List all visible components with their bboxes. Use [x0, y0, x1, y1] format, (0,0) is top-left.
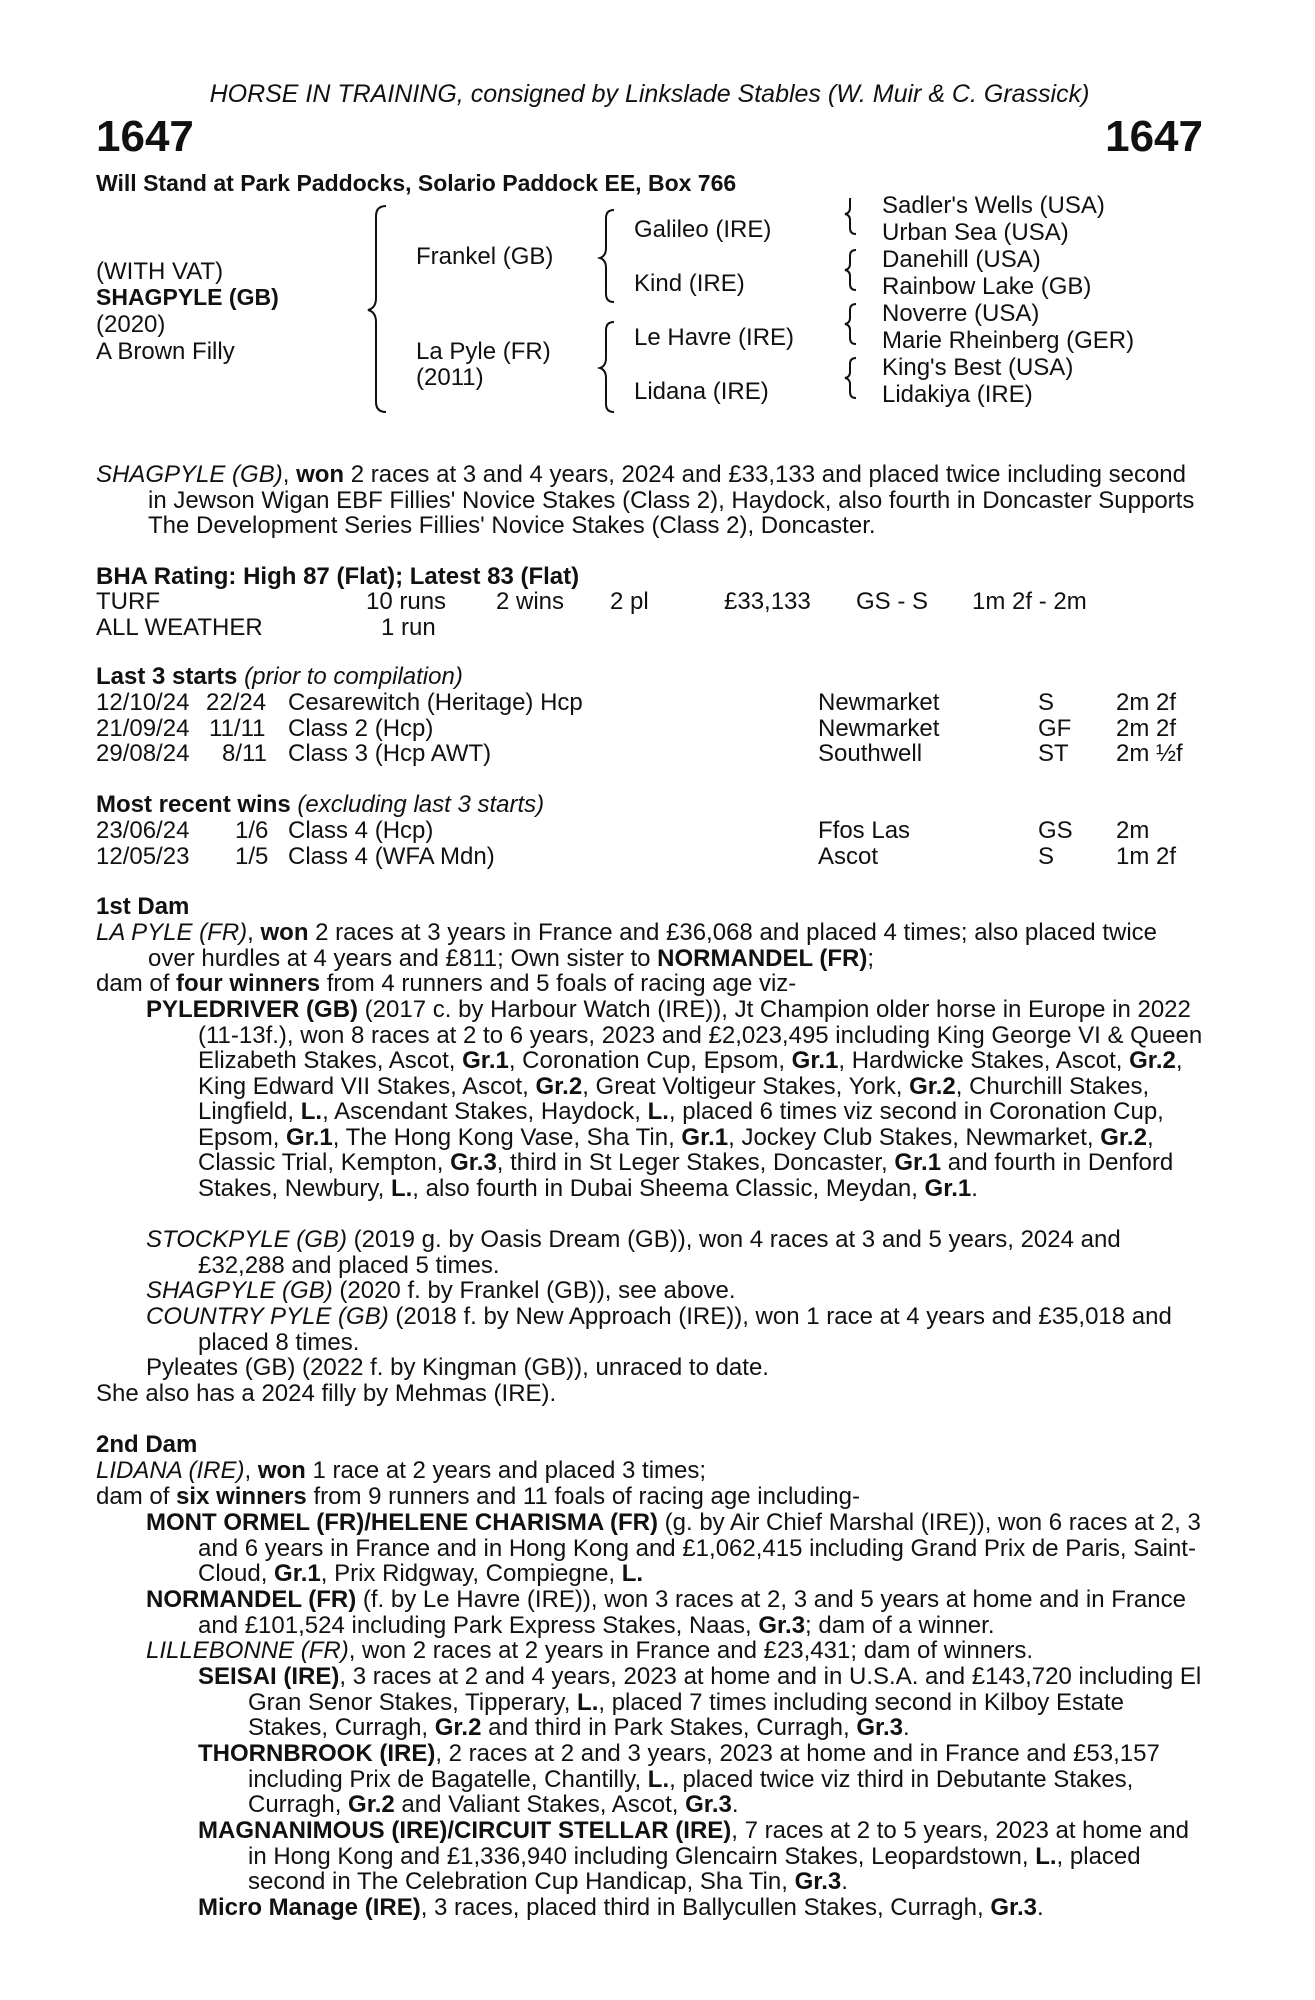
produce-name: NORMANDEL (FR)	[146, 1586, 357, 1613]
first-dam-produce-intro	[96, 971, 1203, 997]
start-distance: 2m 2f	[1116, 714, 1177, 742]
start-going: ST	[1038, 740, 1069, 767]
rating-prize-money: £33,133	[724, 588, 811, 615]
dam-dam: Lidana (IRE)	[634, 378, 769, 405]
win-row	[96, 818, 1203, 844]
produce-seisai: SEISAI (IRE), 3 races at 2 and 4 years, 2023 at home and in U.S.A. and £143,720 including El Gran Senor Stakes, Tipperary, L., placed 7 times including second in Kilboy Estate Stakes, Curragh, Gr.2 and third in Park Stakes, Curragh, Gr.3.	[198, 1663, 1202, 1741]
produce-name: THORNBROOK (IRE)	[198, 1740, 436, 1767]
recent-title: Most recent wins	[96, 791, 291, 818]
consignor-header: HORSE IN TRAINING, consigned by Linkslade Stables (W. Muir & C. Grassick)	[209, 80, 1090, 108]
start-race: Class 3 (Hcp AWT)	[288, 740, 492, 767]
produce-name: SEISAI (IRE)	[198, 1663, 340, 1690]
pedigree-table	[96, 192, 1203, 420]
rating-placed: 2 pl	[610, 588, 649, 615]
start-race: Class 2 (Hcp)	[288, 714, 434, 742]
lot-number-left: 1647	[96, 112, 194, 161]
start-going: GF	[1038, 714, 1072, 742]
last-starts-heading	[96, 664, 1203, 690]
produce-lillebonne: LILLEBONNE (FR), won 2 races at 2 years in France and £23,431; dam of winners.	[146, 1637, 1034, 1664]
rating-table	[96, 589, 1203, 640]
win-distance: 1m 2f	[1116, 842, 1177, 870]
start-position: 22/24	[206, 689, 267, 716]
dam-sire: Le Havre (IRE)	[634, 324, 795, 351]
produce-name: SHAGPYLE (GB)	[146, 1277, 333, 1304]
last3-title: Last 3 starts	[96, 663, 238, 690]
win-row	[96, 844, 1203, 870]
produce-country-pyle: COUNTRY PYLE (GB) (2018 f. by New Approach (IRE)), won 1 race at 4 years and £35,018 and placed 8 times.	[146, 1303, 1172, 1356]
start-row	[96, 690, 1203, 716]
win-course: Ascot	[818, 842, 879, 870]
produce-name: MONT ORMEL (FR)/HELENE CHARISMA (FR)	[146, 1509, 658, 1536]
sire-sire: Galileo (IRE)	[634, 216, 772, 243]
start-distance: 2m ½f	[1116, 740, 1183, 767]
recent-wins-heading	[96, 792, 1203, 818]
produce-name: MAGNANIMOUS (IRE)/CIRCUIT STELLAR (IRE)	[198, 1817, 732, 1844]
rating-row-turf	[96, 589, 1203, 615]
dam1-produce-text: from 4 runners and 5 foals of racing age viz-	[320, 970, 797, 997]
win-distance: 2m	[1116, 817, 1150, 844]
produce-pyleates: Pyleates (GB) (2022 f. by Kingman (GB)), unraced to date.	[146, 1354, 769, 1381]
start-distance: 2m 2f	[1116, 689, 1177, 716]
sire-dam: Kind (IRE)	[634, 270, 745, 297]
gg-3: Danehill (USA)	[882, 246, 1041, 273]
start-race: Cesarewitch (Heritage) Hcp	[288, 689, 583, 716]
bha-rating-heading	[96, 564, 1203, 590]
win-race: Class 4 (WFA Mdn)	[288, 842, 495, 870]
gg-8: Lidakiya (IRE)	[882, 381, 1033, 408]
start-course: Newmarket	[818, 689, 940, 716]
horse-name: SHAGPYLE (GB)	[96, 284, 279, 310]
start-date: 21/09/24	[96, 714, 190, 742]
dam2-winners: six winners	[176, 1483, 307, 1510]
horse-description: A Brown Filly	[96, 338, 235, 365]
second-dam-record: LIDANA (IRE), won 1 race at 2 years and placed 3 times;	[96, 1457, 707, 1484]
vat-note: (WITH VAT)	[96, 258, 224, 285]
start-course: Newmarket	[818, 714, 940, 742]
win-position: 1/6	[235, 817, 269, 844]
last-starts-table	[96, 690, 1203, 767]
produce-micro-manage: Micro Manage (IRE), 3 races, placed third in Ballycullen Stakes, Curragh, Gr.3.	[198, 1894, 1044, 1921]
rating-surface: ALL WEATHER	[96, 613, 263, 641]
dam1-winners: four winners	[176, 970, 321, 997]
start-date: 12/10/24	[96, 689, 190, 716]
first-dam-also: She also has a 2024 filly by Mehmas (IRE).	[96, 1380, 557, 1407]
produce-name: LILLEBONNE (FR)	[146, 1637, 349, 1664]
win-date: 23/06/24	[96, 817, 190, 844]
dam1-sister: NORMANDEL (FR)	[657, 944, 868, 972]
produce-name: PYLEDRIVER (GB)	[146, 996, 359, 1023]
win-position: 1/5	[235, 842, 269, 870]
dam1-text2: ;	[867, 944, 875, 972]
recent-note: (excluding last 3 starts)	[290, 791, 545, 818]
produce-name: STOCKPYLE (GB)	[146, 1226, 347, 1253]
last3-note: (prior to compilation)	[237, 663, 463, 690]
second-dam-produce-intro: dam of six winners from 9 runners and 11 foals of racing age including-	[96, 1483, 860, 1510]
produce-thornbrook: THORNBROOK (IRE), 2 races at 2 and 3 years, 2023 at home and in France and £53,157 including Prix de Bagatelle, Chantilly, L., placed twice viz third in Debutante Stakes, Curragh, Gr.2 and Valiant Stakes, Ascot, Gr.3.	[198, 1740, 1160, 1818]
win-course: Ffos Las	[818, 817, 911, 844]
dam2-name: LIDANA (IRE)	[96, 1457, 245, 1484]
dam2-text: 1 race at 2 years and placed 3 times;	[305, 1457, 707, 1484]
produce-shagpyle: SHAGPYLE (GB) (2020 f. by Frankel (GB)), see above.	[146, 1277, 736, 1304]
gg-6: Marie Rheinberg (GER)	[882, 327, 1135, 354]
win-date: 12/05/23	[96, 842, 190, 870]
start-row	[96, 741, 1203, 767]
produce-name: Micro Manage (IRE)	[198, 1894, 421, 1921]
gg-5: Noverre (USA)	[882, 300, 1040, 327]
produce-name: COUNTRY PYLE (GB)	[146, 1303, 389, 1330]
produce-magnanimous: MAGNANIMOUS (IRE)/CIRCUIT STELLAR (IRE), 7 races at 2 to 5 years, 2023 at home and in Hong Kong and £1,336,940 including Glencairn Stakes, Leopardstown, L., placed second in The Celebration Cup Handicap, Sha Tin, Gr.3.	[198, 1817, 1189, 1895]
dam: La Pyle (FR)	[416, 338, 551, 365]
produce-pyledriver: PYLEDRIVER (GB) (2017 c. by Harbour Watch (IRE)), Jt Champion older horse in Europe in 2022 (11-13f.), won 8 races at 2 to 6 years, 2023 and £2,023,495 including King George VI & Queen Elizabeth Stakes, Ascot, Gr.1, Coronation Cup, Epsom, Gr.1, Hardwicke Stakes, Ascot, Gr.2, King Edward VII Stakes, Ascot, Gr.2, Great Voltigeur Stakes, York, Gr.2, Churchill Stakes, Lingfield, L., Ascendant Stakes, Haydock, L., placed 6 times viz second in Coronation Cup, Epsom, Gr.1, The Hong Kong Vase, Sha Tin, Gr.1, Jockey Club Stakes, Newmarket, Gr.2, Classic Trial, Kempton, Gr.3, third in St Leger Stakes, Doncaster, Gr.1 and fourth in Denford Stakes, Newbury, L., also fourth in Dubai Sheema Classic, Meydan, Gr.1.	[146, 996, 1203, 1202]
dam2-won: won	[257, 1457, 306, 1484]
second-dam-heading	[96, 1432, 1203, 1458]
produce-normandel: NORMANDEL (FR) (f. by Le Havre (IRE)), won 3 races at 2, 3 and 5 years at home and in France and £101,524 including Park Express Stakes, Naas, Gr.3; dam of a winner.	[146, 1586, 1186, 1639]
race-summary: SHAGPYLE (GB), won 2 races at 3 and 4 years, 2024 and £33,133 and placed twice including second in Jewson Wigan EBF Fillies' Novice Stakes (Class 2), Haydock, also fourth in Doncaster Supports The Development Series Fillies' Novice Stakes (Class 2), Doncaster.	[96, 461, 1195, 539]
summary-text: 2 races at 3 and 4 years, 2024 and £33,133 and placed twice including second in Jewson Wigan EBF Fillies' Novice Stakes (Class 2), Haydock, also fourth in Doncaster Supports The Development Series Fillies' Novice Stakes (Class 2), Doncaster.	[148, 461, 1195, 539]
win-going: GS	[1038, 817, 1073, 844]
dam1-damof: dam of	[96, 970, 177, 997]
gg-7: King's Best (USA)	[882, 354, 1074, 381]
produce-stockpyle: STOCKPYLE (GB) (2019 g. by Oasis Dream (GB)), won 4 races at 3 and 5 years, 2024 and £32,288 and placed 5 times.	[146, 1226, 1121, 1279]
first-dam-record: LA PYLE (FR), won 2 races at 3 years in France and £36,068 and placed 4 times; also placed twice over hurdles at 4 years and £811; Own sister to NORMANDEL (FR);	[96, 919, 1157, 972]
recent-wins-table	[96, 818, 1203, 869]
sire: Frankel (GB)	[416, 243, 554, 270]
dam1-title: 1st Dam	[96, 893, 190, 920]
dam2-title: 2nd Dam	[96, 1431, 198, 1458]
win-going: S	[1038, 842, 1055, 870]
dam1-won: won	[260, 919, 309, 946]
start-date: 29/08/24	[96, 740, 190, 767]
start-going: S	[1038, 689, 1055, 716]
summary-name: SHAGPYLE (GB)	[96, 461, 283, 488]
stabling-info: Will Stand at Park Paddocks, Solario Paddock EE, Box 766	[96, 170, 737, 196]
produce-mont-ormel: MONT ORMEL (FR)/HELENE CHARISMA (FR) (g. by Air Chief Marshal (IRE)), won 6 races at 2, 3 and 6 years in France and in Hong Kong and £1,062,415 including Grand Prix de Paris, Saint-Cloud, Gr.1, Prix Ridgway, Compiegne, L.	[146, 1509, 1201, 1587]
dam1-name: LA PYLE (FR)	[96, 919, 248, 946]
first-dam-heading	[96, 894, 1203, 920]
summary-won: won	[296, 461, 345, 488]
rating-heading-text: BHA Rating: High 87 (Flat); Latest 83 (Flat)	[96, 563, 580, 590]
rating-going: GS - S	[856, 588, 929, 615]
rating-runs: 1 run	[381, 613, 436, 641]
foaling-year: (2020)	[96, 311, 166, 338]
gg-2: Urban Sea (USA)	[882, 219, 1069, 246]
win-race: Class 4 (Hcp)	[288, 817, 434, 844]
dam-year: (2011)	[416, 364, 484, 391]
start-row	[96, 716, 1203, 742]
start-course: Southwell	[818, 740, 923, 767]
lot-number-right: 1647	[1105, 112, 1203, 161]
start-position: 8/11	[222, 740, 267, 767]
gg-4: Rainbow Lake (GB)	[882, 273, 1092, 300]
start-position: 11/11	[209, 714, 266, 742]
rating-wins: 2 wins	[496, 588, 565, 615]
dam1-text: 2 races at 3 years in France and £36,068 and placed 4 times; also placed twice over hurdles at 4 years and £811; Own sister to	[148, 919, 1157, 972]
rating-runs: 10 runs	[366, 588, 447, 615]
rating-row-aw	[96, 615, 1203, 641]
rating-surface: TURF	[96, 588, 160, 615]
rating-distance: 1m 2f - 2m	[972, 588, 1087, 615]
gg-1: Sadler's Wells (USA)	[882, 192, 1105, 219]
